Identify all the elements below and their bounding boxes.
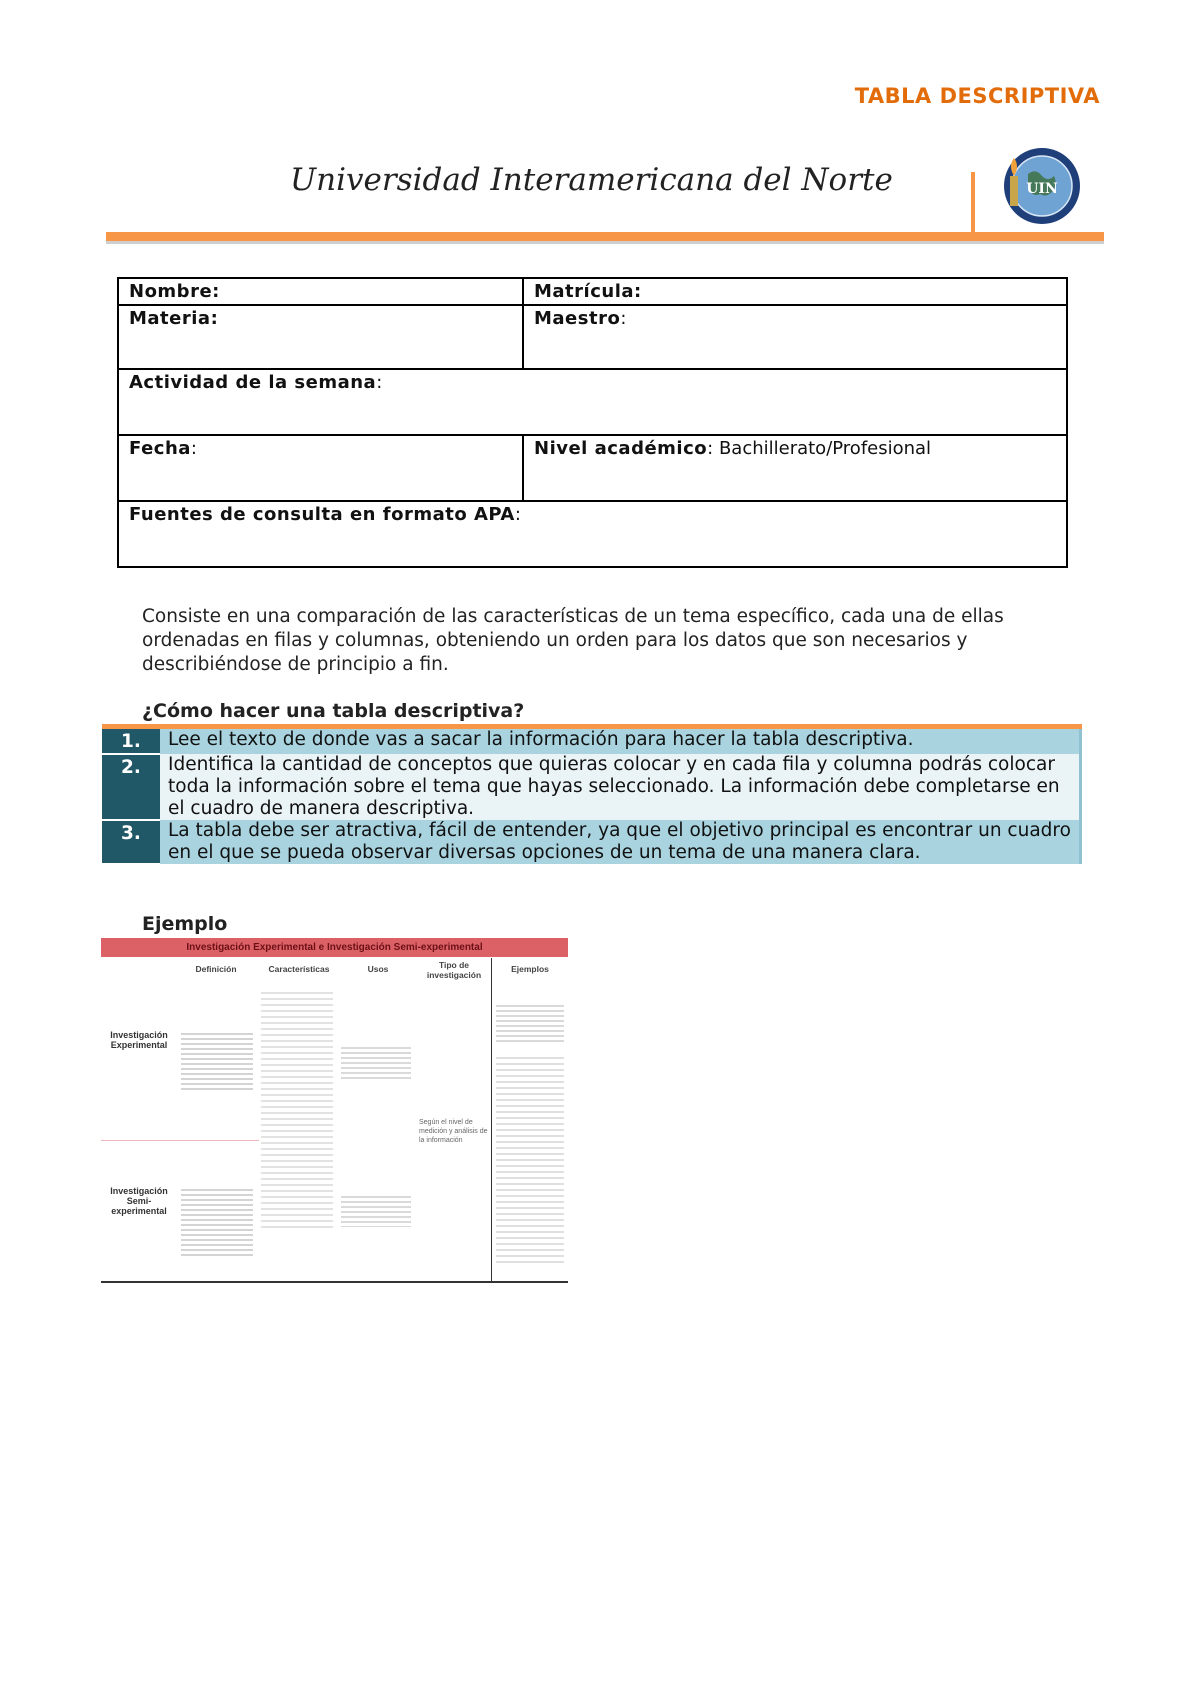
example-cell-text: [341, 1044, 411, 1080]
example-cell-text: [181, 1030, 253, 1090]
student-info-form: [117, 277, 1068, 568]
example-col-header: Usos: [367, 964, 389, 974]
step-number: 2.: [102, 754, 160, 820]
example-table-title: Investigación Experimental e Investigación Semi-experimental: [101, 938, 568, 957]
example-cell-text: [496, 1053, 564, 1263]
step-row: [102, 754, 1081, 820]
document-title: TABLA DESCRIPTIVA: [854, 84, 1100, 108]
step-row: [102, 729, 1081, 754]
steps-table: [102, 729, 1082, 865]
example-row-label: Investigación Semi-experimental: [110, 1186, 168, 1216]
header-rule-shadow: [106, 241, 1104, 244]
materia-field[interactable]: [118, 305, 523, 369]
actividad-field[interactable]: Actividad de la semana:: [118, 369, 1067, 435]
example-col-header: Tipo de investigación: [426, 960, 482, 980]
step-text: Identifica la cantidad de conceptos que quieras colocar y en cada fila y columna podrás colocar toda la información sobre el tema que hayas seleccionado. La información debe completarse en el cuadro de manera descriptiva.: [160, 754, 1081, 820]
step-number: 3.: [102, 820, 160, 864]
example-cell-text: [496, 1002, 564, 1042]
maestro-field[interactable]: Maestro:: [523, 305, 1067, 369]
materia-label: Materia:: [129, 308, 219, 329]
example-cell-text: [181, 1186, 253, 1256]
nombre-field[interactable]: [118, 278, 523, 305]
example-shared-type: Según el nivel de medición y análisis de la información: [419, 1119, 488, 1144]
nivel-value: Bachillerato/Profesional: [718, 438, 932, 459]
nombre-label: Nombre:: [129, 281, 220, 302]
nivel-label: Nivel académico: [534, 438, 708, 459]
fecha-field[interactable]: Fecha:: [118, 435, 523, 501]
header-divider: [971, 172, 975, 236]
example-row-label: Investigación Experimental: [110, 1030, 168, 1050]
matricula-field[interactable]: [523, 278, 1067, 305]
header-rule: [106, 232, 1104, 241]
fecha-label: Fecha: [129, 438, 191, 459]
step-text: Lee el texto de donde vas a sacar la información para hacer la tabla descriptiva.: [160, 729, 1081, 754]
step-row: [102, 820, 1081, 864]
example-col-divider: [491, 958, 492, 1283]
example-cell-text: [341, 1193, 411, 1227]
example-col-header: Ejemplos: [511, 964, 549, 974]
fuentes-field[interactable]: Fuentes de consulta en formato APA:: [118, 501, 1067, 567]
fuentes-label: Fuentes de consulta en formato APA: [129, 504, 515, 525]
step-text: La tabla debe ser atractiva, fácil de entender, ya que el objetivo principal es encontrar un cuadro en el que se pueda observar diversas opciones de un tema de una manera clara.: [160, 820, 1081, 864]
matricula-label: Matrícula:: [534, 281, 642, 302]
example-cell-text: [261, 988, 333, 1228]
university-name: Universidad Interamericana del Norte: [290, 162, 893, 198]
example-table-image: [101, 938, 568, 1283]
example-col-header: Características: [268, 964, 330, 974]
example-row-divider: [101, 1140, 259, 1141]
intro-paragraph: Consiste en una comparación de las características de un tema específico, cada una de ellas ordenadas en filas y columnas, obteniendo un orden para los datos que son necesarios y describiéndose de principio a fin.: [142, 606, 1004, 675]
logo-letters: UIN: [1026, 181, 1058, 197]
nivel-field[interactable]: Nivel académico: Bachillerato/Profesional: [523, 435, 1067, 501]
example-col-header: Definición: [195, 964, 237, 974]
maestro-label: Maestro: [534, 308, 621, 329]
step-number: 1.: [102, 729, 160, 754]
howto-title: ¿Cómo hacer una tabla descriptiva?: [142, 700, 525, 722]
example-title: Ejemplo: [142, 913, 228, 935]
example-bottom-border: [101, 1281, 568, 1283]
university-logo: [1002, 146, 1082, 226]
actividad-label: Actividad de la semana: [129, 372, 377, 393]
